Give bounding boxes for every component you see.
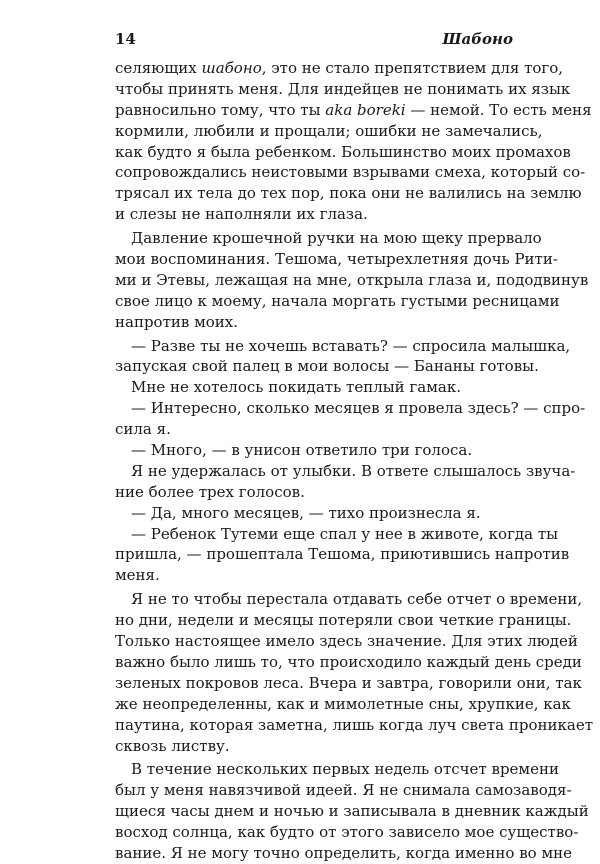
text-line: трясал их тела до тех пор, пока они не валились на землю — [115, 184, 582, 203]
text-line: ние более трех голосов. — [115, 482, 305, 501]
text-line: напротив моих. — [115, 312, 239, 331]
text-line: ми и Этевы, лежащая на мне, открыла глаза и, пододвинув — [115, 270, 589, 289]
body-text — [115, 58, 594, 864]
text-line: Я не то чтобы перестала отдавать себе отчет о времени, — [131, 590, 583, 609]
text-line: сила я. — [115, 420, 171, 439]
text-line: сопровождались неистовыми взрывами смеха, который со- — [115, 163, 586, 182]
page-number: 14 — [115, 30, 136, 48]
text-line: — Ребенок Тутеми еще спал у нее в животе, когда ты — [131, 524, 559, 543]
text-line: паутина, которая заметна, лишь когда луч света проникает — [115, 715, 594, 734]
text-line: кормили, любили и прощали; ошибки не замечались, — [115, 121, 543, 140]
page-header — [115, 30, 513, 54]
text-line: зеленых покровов леса. Вчера и завтра, говорили они, так — [115, 673, 582, 692]
text-line: как будто я была ребенком. Большинство моих промахов — [115, 142, 571, 161]
text-line: Мне не хотелось покидать теплый гамак. — [131, 378, 461, 397]
text-line: селяющих шабоно, это не стало препятствием для того, — [115, 59, 564, 77]
text-line: — Да, много месяцев, — тихо произнесла я. — [131, 503, 481, 522]
text-line: восход солнца, как будто от этого зависело мое существо- — [115, 823, 579, 842]
text-line: равносильно тому, что ты aka boreki — немой. То есть меня — [115, 100, 592, 119]
text-line: но дни, недели и месяцы потеряли свои четкие границы. — [115, 611, 572, 630]
text-line: Я не удержалась от улыбки. В ответе слышалось звуча- — [131, 461, 576, 480]
text-line: был у меня навязчивой идеей. Я не снимала самозаводя- — [115, 781, 572, 800]
text-line: мои воспоминания. Тешома, четырехлетняя дочь Рити- — [115, 250, 558, 269]
text-line: — Много, — в унисон ответило три голоса. — [131, 441, 473, 460]
text-line: же неопределенны, как и мимолетные сны, хрупкие, как — [115, 694, 571, 713]
text-line: — Интересно, сколько месяцев я провела здесь? — спро- — [131, 399, 586, 418]
text-line: щиеся часы днем и ночью и записывала в дневник каждый — [115, 802, 589, 821]
text-line: — Разве ты не хочешь вставать? — спросила малышка, — [131, 336, 571, 355]
text-line: Давление крошечной ручки на мою щеку прервало — [131, 229, 542, 248]
text-line: и слезы не наполняли их глаза. — [115, 205, 368, 224]
text-line: меня. — [115, 566, 160, 585]
running-title: Шабоно — [442, 30, 513, 48]
text-line: запуская свой палец в мои волосы — Бананы готовы. — [115, 357, 539, 376]
text-line: вание. Я не могу точно определить, когда именно во мне — [115, 843, 572, 862]
text-line: сквозь листву. — [115, 736, 230, 755]
text-line: пришла, — прошептала Тешома, приютившись напротив — [115, 545, 570, 564]
text-line: чтобы принять меня. Для индейцев не понимать их язык — [115, 79, 571, 98]
text-line: свое лицо к моему, начала моргать густыми ресницами — [115, 291, 560, 310]
text-line: Только настоящее имело здесь значение. Для этих людей — [115, 632, 578, 651]
text-line: важно было лишь то, что происходило каждый день среди — [115, 652, 582, 671]
text-line: В течение нескольких первых недель отсчет времени — [131, 760, 559, 779]
